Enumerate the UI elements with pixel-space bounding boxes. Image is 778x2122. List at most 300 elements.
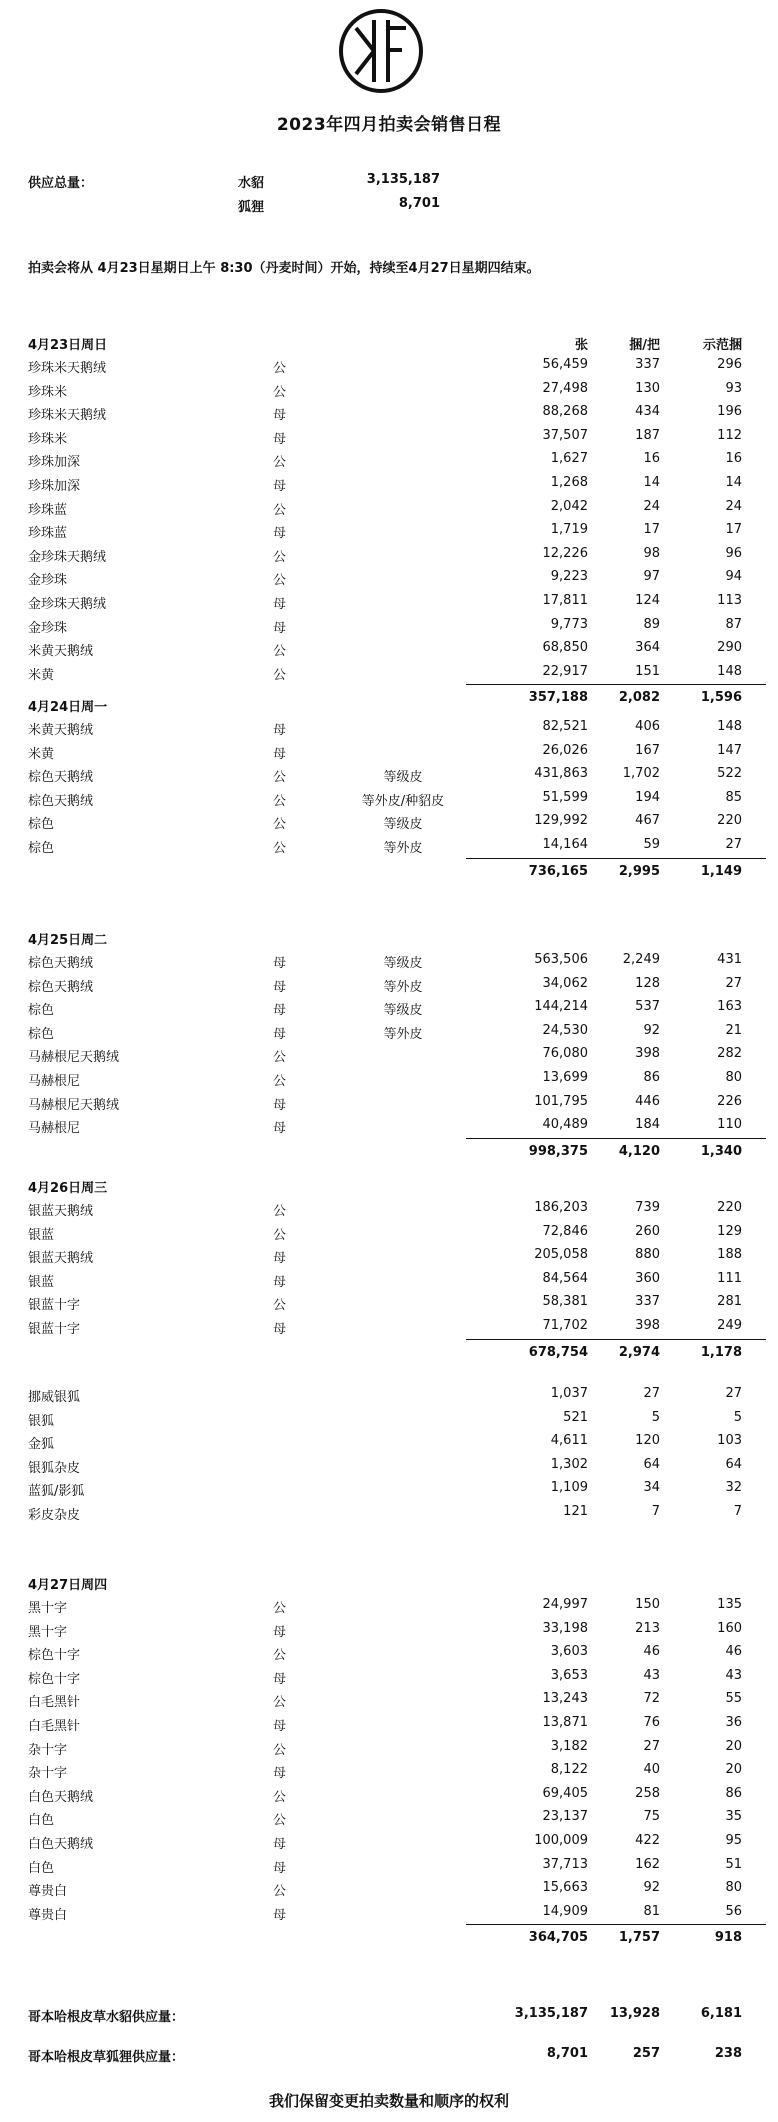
item-demo: 220 [717,813,742,829]
page-title: 2023年四月拍卖会销售日程 [276,115,502,135]
item-sex: 公 [273,1695,287,1711]
item-demo: 51 [725,1856,742,1872]
total-divider [466,684,766,685]
item-sex: 公 [273,817,287,833]
total-skins: 998,375 [528,1143,588,1159]
item-name: 杂十字 [28,1766,68,1782]
item-demo: 5 [733,1409,742,1425]
item-skins: 1,302 [550,1456,588,1472]
section-header [28,692,758,716]
item-demo: 112 [717,427,742,443]
item-bundles: 398 [635,1046,660,1062]
item-sex: 公 [273,1648,287,1664]
table-row [28,1091,758,1115]
item-name: 金珍珠 [28,573,68,589]
item-skins: 40,489 [542,1117,588,1133]
item-skins: 129,992 [534,813,588,829]
table-row [28,740,758,764]
item-sex: 母 [273,408,287,424]
item-name: 白毛黑针 [28,1718,81,1734]
table-row [28,949,758,973]
item-name: 白色 [28,1860,55,1876]
item-name: 珍珠加深 [28,455,81,471]
item-name: 蓝狐/影狐 [28,1484,85,1500]
item-bundles: 150 [635,1597,660,1612]
item-sex: 公 [273,1813,287,1829]
table-row [28,1736,758,1760]
table-row [28,1477,758,1501]
item-sex: 公 [273,1073,287,1089]
section-header [28,925,758,949]
schedule-section [28,692,758,884]
item-name: 珍珠米天鹅绒 [28,361,107,376]
item-demo: 249 [717,1317,742,1333]
item-bundles: 337 [635,1294,660,1310]
schedule-section [28,330,758,710]
total-bundles: 4,120 [618,1143,660,1159]
total-demo: 1,596 [700,690,742,706]
item-demo: 226 [717,1093,742,1109]
grand-total-fox [28,2043,758,2067]
schedule-section [28,1383,758,1525]
item-demo: 21 [725,1022,742,1038]
item-demo: 35 [725,1809,742,1825]
item-skins: 34,062 [542,975,588,991]
item-bundles: 76 [643,1714,660,1730]
item-sex: 公 [273,502,287,518]
item-sex: 公 [273,1742,287,1758]
item-sex: 公 [273,1227,287,1243]
item-bundles: 128 [635,975,660,991]
item-bundles: 258 [635,1785,660,1801]
item-skins: 17,811 [542,592,588,608]
item-demo: 80 [725,1880,742,1896]
item-bundles: 184 [635,1117,660,1133]
item-sex: 公 [273,455,287,471]
item-skins: 84,564 [542,1270,588,1286]
item-name: 棕色 [28,840,55,856]
item-skins: 51,599 [542,789,588,805]
item-demo: 110 [717,1117,742,1133]
item-grade: 等外皮 [383,1026,423,1042]
item-name: 尊贵白 [28,1907,68,1923]
grand-total-demo: 6,181 [700,2006,742,2021]
table-row [28,1430,758,1454]
table-row [28,590,758,614]
item-bundles: 5 [651,1409,660,1425]
item-bundles: 7 [651,1503,660,1519]
item-skins: 76,080 [542,1046,588,1062]
item-demo: 56 [725,1903,742,1919]
item-bundles: 2,249 [622,952,660,967]
total-bundles: 1,757 [618,1930,660,1946]
table-row [28,763,758,787]
item-skins: 82,521 [542,719,588,734]
item-sex: 母 [273,1026,287,1042]
section-date: 4月27日周四 [28,1578,108,1593]
total-skins: 678,754 [528,1344,588,1360]
item-sex: 母 [273,979,287,995]
item-demo: 103 [717,1433,742,1449]
item-skins: 14,164 [542,836,588,852]
item-skins: 3,182 [550,1738,588,1754]
item-sex: 母 [273,723,287,738]
item-demo: 20 [725,1738,742,1754]
item-name: 银蓝十字 [28,1298,81,1314]
table-row [28,543,758,567]
item-bundles: 194 [635,789,660,805]
total-bundles: 2,995 [618,863,660,879]
item-skins: 71,702 [542,1317,588,1333]
item-skins: 69,405 [542,1785,588,1801]
item-name: 米黄天鹅绒 [28,644,94,660]
item-name: 珍珠米 [28,384,68,400]
item-bundles: 89 [643,616,660,632]
grand-total-bundles: 257 [632,2046,660,2061]
item-skins: 431,863 [534,766,588,782]
item-bundles: 124 [635,592,660,608]
total-demo: 918 [714,1930,742,1946]
item-demo: 281 [717,1294,742,1310]
item-sex: 公 [273,384,287,400]
table-row [28,1759,758,1783]
item-name: 棕色十字 [28,1648,81,1664]
supply-fox-value: 8,701 [398,196,440,211]
table-row [28,519,758,543]
item-demo: 7 [733,1503,742,1519]
column-header-skins: 张 [574,338,588,353]
item-demo: 36 [725,1714,742,1730]
item-bundles: 46 [643,1644,660,1660]
item-demo: 282 [717,1046,742,1062]
table-row [28,1783,758,1807]
item-skins: 88,268 [542,404,588,420]
item-demo: 96 [725,545,742,561]
item-grade: 等级皮 [383,817,423,833]
table-row [28,716,758,740]
item-name: 黑十字 [28,1624,68,1640]
item-skins: 2,042 [550,498,588,514]
item-skins: 72,846 [542,1223,588,1239]
item-name: 金狐 [28,1437,55,1453]
item-skins: 3,653 [550,1667,588,1683]
item-grade: 等级皮 [383,770,423,786]
item-name: 珍珠米天鹅绒 [28,408,107,424]
section-total-row [28,1924,758,1950]
item-demo: 85 [725,789,742,805]
item-skins: 101,795 [534,1093,588,1109]
table-row [28,472,758,496]
table-row [28,1244,758,1268]
item-name: 棕色十字 [28,1671,81,1687]
item-sex: 母 [273,1121,287,1137]
item-demo: 14 [725,474,742,490]
item-skins: 27,498 [542,380,588,396]
item-bundles: 24 [643,498,660,514]
grand-total-label: 哥本哈根皮草狐狸供应量： [28,2050,185,2065]
total-skins: 364,705 [528,1930,588,1946]
item-sex: 母 [273,526,287,542]
item-demo: 135 [717,1597,742,1612]
item-sex: 公 [273,1204,287,1219]
item-demo: 46 [725,1644,742,1660]
table-row [28,810,758,834]
item-name: 尊贵白 [28,1884,68,1900]
item-name: 白色天鹅绒 [28,1789,94,1805]
item-name: 珍珠蓝 [28,526,68,542]
item-demo: 27 [725,975,742,991]
footer-note: 我们保留变更拍卖数量和顺序的权利 [268,2092,509,2110]
item-sex: 公 [273,840,287,856]
item-bundles: 17 [643,522,660,538]
item-sex: 母 [273,746,287,762]
auction-intro: 拍卖会将从 4月23日星期日上午 8:30（丹麦时间）开始，持续至4月27日星期四结束。 [28,261,540,276]
section-header [28,330,758,354]
item-sex: 公 [273,644,287,660]
item-bundles: 364 [635,640,660,656]
item-demo: 94 [725,569,742,585]
item-bundles: 422 [635,1832,660,1848]
schedule-section [28,1173,758,1365]
item-sex: 母 [273,1624,287,1640]
grand-total-skins: 3,135,187 [514,2006,588,2021]
section-total-row [28,1138,758,1164]
item-grade: 等级皮 [383,1003,423,1019]
table-row [28,448,758,472]
supply-label: 供应总量： [28,176,94,191]
item-skins: 1,037 [550,1386,588,1401]
item-skins: 14,909 [542,1903,588,1919]
table-row [28,1806,758,1830]
item-demo: 17 [725,522,742,538]
item-bundles: 34 [643,1480,660,1496]
item-name: 金珍珠天鹅绒 [28,596,107,612]
item-demo: 431 [717,952,742,967]
table-row [28,1291,758,1315]
item-sex: 母 [273,1836,287,1852]
section-total-row [28,1339,758,1365]
table-row [28,401,758,425]
item-grade: 等外皮 [383,979,423,995]
item-bundles: 880 [635,1247,660,1263]
item-sex: 母 [273,1718,287,1734]
item-name: 银蓝天鹅绒 [28,1251,94,1267]
item-skins: 1,627 [550,451,588,467]
item-demo: 55 [725,1691,742,1707]
item-sex: 母 [273,1907,287,1923]
table-row [28,1114,758,1138]
item-name: 白毛黑针 [28,1695,81,1711]
item-demo: 20 [725,1762,742,1778]
item-skins: 24,530 [542,1022,588,1038]
item-bundles: 120 [635,1433,660,1449]
supply-mink-label: 水貂 [238,176,265,191]
item-demo: 129 [717,1223,742,1239]
table-row [28,637,758,661]
table-row [28,1594,758,1618]
table-row [28,1641,758,1665]
item-grade: 等级皮 [383,956,423,971]
item-name: 棕色天鹅绒 [28,770,94,786]
table-row [28,1043,758,1067]
item-bundles: 1,702 [622,766,660,782]
total-divider [466,1339,766,1340]
item-skins: 1,268 [550,474,588,490]
item-skins: 521 [563,1409,588,1425]
item-sex: 公 [273,361,287,376]
item-skins: 23,137 [542,1809,588,1825]
item-bundles: 98 [643,545,660,561]
table-row [28,1854,758,1878]
table-row [28,1315,758,1339]
section-header [28,1173,758,1197]
item-name: 棕色天鹅绒 [28,793,94,809]
item-demo: 27 [725,836,742,852]
item-name: 珍珠蓝 [28,502,68,518]
table-row [28,1221,758,1245]
item-skins: 37,507 [542,427,588,443]
total-bundles: 2,082 [618,690,660,706]
item-name: 银蓝 [28,1227,55,1243]
item-name: 银蓝十字 [28,1321,81,1337]
item-name: 杂十字 [28,1742,68,1758]
item-bundles: 81 [643,1903,660,1919]
item-name: 棕色天鹅绒 [28,956,94,971]
item-sex: 公 [273,770,287,786]
item-bundles: 92 [643,1022,660,1038]
grand-total-label: 哥本哈根皮草水貂供应量： [28,2010,185,2025]
item-sex: 母 [273,431,287,447]
item-grade: 等外皮/种貂皮 [361,793,445,809]
table-row [28,996,758,1020]
item-skins: 121 [563,1503,588,1519]
item-name: 珍珠加深 [28,478,81,494]
item-demo: 86 [725,1785,742,1801]
total-skins: 736,165 [528,863,588,879]
item-skins: 37,713 [542,1856,588,1872]
item-bundles: 213 [635,1620,660,1636]
item-sex: 公 [273,573,287,589]
item-skins: 24,997 [542,1597,588,1612]
item-demo: 95 [725,1832,742,1848]
item-demo: 111 [717,1270,742,1286]
item-demo: 148 [717,663,742,679]
item-name: 挪威银狐 [28,1390,81,1405]
item-grade: 等外皮 [383,840,423,856]
grand-total-bundles: 13,928 [609,2006,660,2021]
item-name: 白色 [28,1813,55,1829]
item-bundles: 187 [635,427,660,443]
section-date: 4月24日周一 [28,700,108,715]
item-name: 米黄天鹅绒 [28,723,94,738]
item-name: 黑十字 [28,1601,68,1616]
table-row [28,378,758,402]
schedule-section [28,925,758,1164]
item-demo: 148 [717,719,742,734]
table-row [28,1383,758,1407]
supply-fox-label: 狐狸 [238,200,265,215]
section-total-row [28,858,758,884]
item-skins: 205,058 [534,1247,588,1263]
table-row [28,1407,758,1431]
item-bundles: 97 [643,569,660,585]
item-skins: 13,699 [542,1069,588,1085]
item-bundles: 27 [643,1386,660,1401]
item-name: 马赫根尼 [28,1121,81,1137]
section-date: 4月23日周日 [28,338,108,353]
item-name: 米黄 [28,746,55,762]
total-demo: 1,149 [700,863,742,879]
item-demo: 196 [717,404,742,420]
item-sex: 母 [273,1251,287,1267]
grand-total-demo: 238 [714,2046,742,2061]
item-skins: 9,773 [550,616,588,632]
item-sex: 母 [273,620,287,636]
item-skins: 9,223 [550,569,588,585]
item-sex: 母 [273,1003,287,1019]
item-name: 米黄 [28,667,55,683]
item-bundles: 398 [635,1317,660,1333]
item-bundles: 27 [643,1738,660,1754]
company-logo [336,6,426,96]
item-bundles: 360 [635,1270,660,1286]
grand-total-mink [28,2003,758,2027]
item-sex: 公 [273,667,287,683]
item-skins: 15,663 [542,1880,588,1896]
item-skins: 58,381 [542,1294,588,1310]
item-bundles: 167 [635,742,660,758]
total-bundles: 2,974 [618,1344,660,1360]
item-sex: 母 [273,1766,287,1782]
item-bundles: 434 [635,404,660,420]
item-skins: 1,109 [550,1480,588,1496]
item-sex: 公 [273,1884,287,1900]
item-skins: 56,459 [542,357,588,372]
item-demo: 296 [717,357,742,372]
item-demo: 80 [725,1069,742,1085]
table-row [28,1454,758,1478]
table-row [28,566,758,590]
item-bundles: 16 [643,451,660,467]
item-demo: 32 [725,1480,742,1496]
item-bundles: 130 [635,380,660,396]
table-row [28,614,758,638]
item-skins: 144,214 [534,999,588,1015]
item-skins: 26,026 [542,742,588,758]
item-skins: 12,226 [542,545,588,561]
item-name: 银蓝 [28,1274,55,1290]
item-name: 珍珠米 [28,431,68,447]
item-name: 银狐杂皮 [28,1460,81,1476]
item-demo: 147 [717,742,742,758]
item-bundles: 260 [635,1223,660,1239]
item-demo: 64 [725,1456,742,1472]
table-row [28,1901,758,1925]
item-skins: 22,917 [542,663,588,679]
total-demo: 1,340 [700,1143,742,1159]
item-bundles: 739 [635,1200,660,1215]
total-divider [466,858,766,859]
item-sex: 公 [273,1298,287,1314]
item-name: 银蓝天鹅绒 [28,1204,94,1219]
item-bundles: 406 [635,719,660,734]
item-bundles: 59 [643,836,660,852]
item-name: 马赫根尼天鹅绒 [28,1050,120,1066]
item-skins: 13,871 [542,1714,588,1730]
item-demo: 27 [725,1386,742,1401]
table-row [28,1618,758,1642]
table-row [28,1067,758,1091]
